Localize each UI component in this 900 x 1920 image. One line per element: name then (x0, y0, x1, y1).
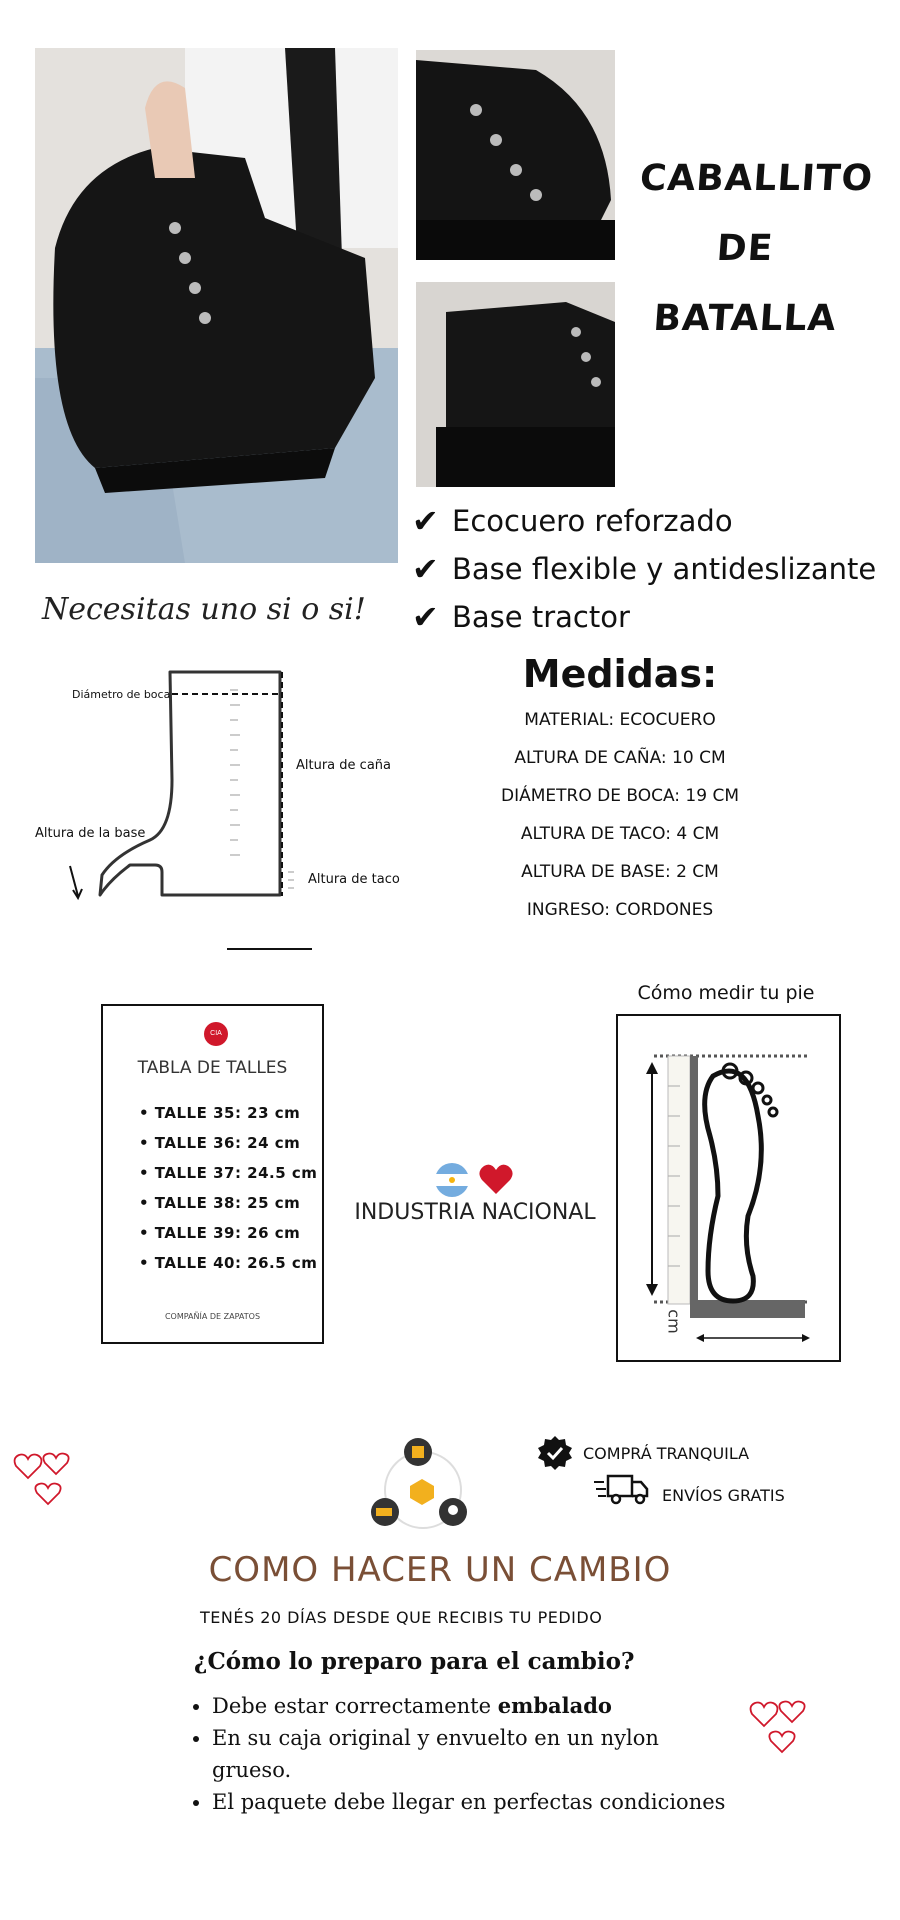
headline-line-1: CABALLITO (638, 158, 875, 199)
headline-line-3: BATALLA (652, 298, 838, 339)
feature-item-2 (412, 550, 876, 588)
spec-altura-cana: ALTURA DE CAÑA: 10 CM (514, 748, 726, 768)
check-icon: ✔ (412, 550, 439, 588)
spec-diametro-boca: DIÁMETRO DE BOCA: 19 CM (500, 786, 739, 806)
label-altura-base: Altura de la base (35, 826, 146, 841)
exchange-question: ¿Cómo lo preparo para el cambio? (194, 1648, 635, 1675)
detail-photo-top (416, 50, 615, 260)
foot-ruler-illustration (618, 1016, 839, 1360)
main-product-photo (35, 48, 398, 563)
check-icon: ✔ (412, 502, 439, 540)
hearts-decoration-left (12, 1450, 72, 1506)
spec-ingreso: INGRESO: CORDONES (526, 900, 714, 920)
feature-label: Base flexible y antideslizante (452, 552, 877, 586)
check-icon: ✔ (412, 598, 439, 636)
argentina-flag-icon (434, 1162, 470, 1198)
exchange-title: COMO HACER UN CAMBIO (208, 1550, 672, 1590)
headline-line-2: DE (715, 228, 775, 269)
delivery-truck-icon (594, 1472, 650, 1506)
instruction-item: • El paquete debe llegar en perfectas condiciones (212, 1786, 726, 1818)
verified-badge-icon (536, 1434, 574, 1472)
foot-measure-card (616, 1014, 841, 1362)
label-diametro-boca: Diámetro de boca (72, 688, 171, 701)
tagline: Necesitas uno si o si! (42, 592, 366, 627)
instruction-item: • En su caja original y envuelto en un nylon grueso. (212, 1722, 726, 1786)
spec-altura-taco: ALTURA DE TACO: 4 CM (520, 824, 720, 844)
size-row: • TALLE 35: 23 cm (139, 1104, 301, 1122)
divider-line (227, 948, 312, 950)
detail-photo-side (416, 282, 615, 487)
brand-logo: CIA (204, 1022, 228, 1046)
industria-nacional-label: INDUSTRIA NACIONAL (354, 1200, 596, 1225)
measure-foot-title: Cómo medir tu pie (637, 982, 815, 1004)
size-row: • TALLE 37: 24.5 cm (139, 1164, 318, 1182)
label-altura-taco: Altura de taco (308, 872, 400, 887)
hearts-decoration-right (748, 1698, 808, 1754)
spec-material: MATERIAL: ECOCUERO (524, 710, 716, 730)
exchange-instructions (186, 1690, 726, 1818)
size-table-card (101, 1004, 324, 1344)
size-row: • TALLE 38: 25 cm (139, 1194, 301, 1212)
medidas-title: Medidas: (522, 652, 718, 696)
label-altura-cana: Altura de caña (296, 758, 391, 773)
feature-item-3 (412, 598, 630, 636)
spec-altura-base: ALTURA DE BASE: 2 CM (521, 862, 719, 882)
logistics-cycle-icon (368, 1436, 478, 1536)
size-row: • TALLE 39: 26 cm (139, 1224, 301, 1242)
feature-item-1 (412, 502, 733, 540)
feature-label: Ecocuero reforzado (452, 504, 733, 538)
size-table-title: TABLA DE TALLES (137, 1058, 288, 1078)
free-shipping-label: ENVÍOS GRATIS (662, 1486, 785, 1505)
exchange-subtitle: TENÉS 20 DÍAS DESDE QUE RECIBIS TU PEDIDO (200, 1608, 603, 1627)
size-row: • TALLE 40: 26.5 cm (139, 1254, 318, 1272)
heart-icon (478, 1162, 514, 1196)
instruction-item: • Debe estar correctamente embalado (212, 1690, 726, 1722)
foot-unit-label: cm (664, 1309, 684, 1334)
size-row: • TALLE 36: 24 cm (139, 1134, 301, 1152)
secure-purchase-label: COMPRÁ TRANQUILA (583, 1444, 750, 1463)
size-table-footer: COMPAÑÍA DE ZAPATOS (164, 1312, 261, 1321)
feature-label: Base tractor (452, 600, 630, 634)
